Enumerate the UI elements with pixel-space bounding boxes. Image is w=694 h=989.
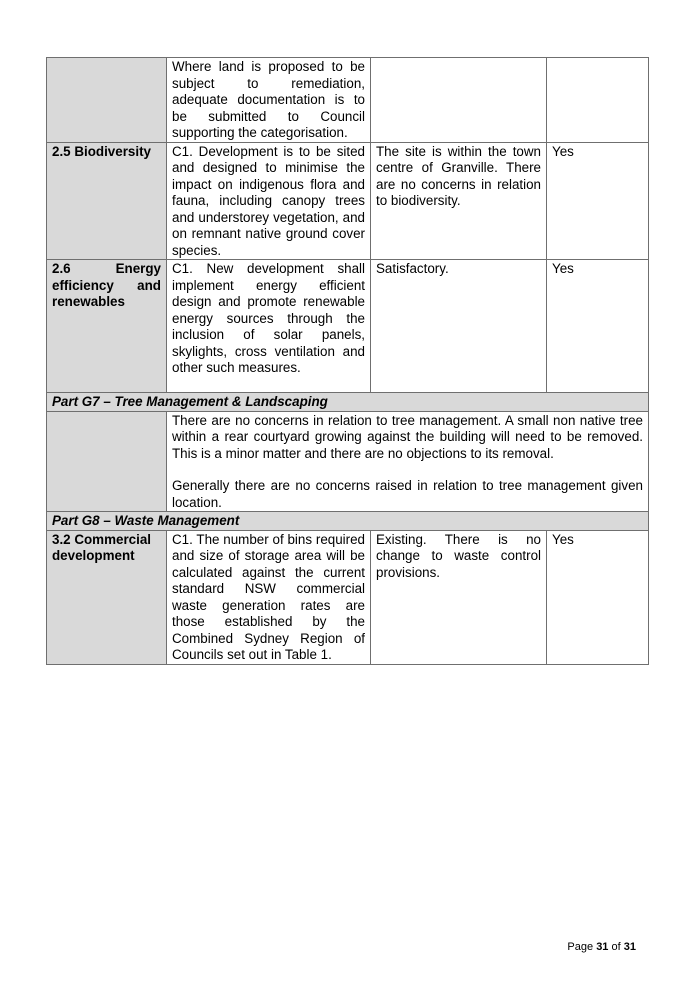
row-label-cell: 2.5 Biodiversity [47, 142, 167, 260]
table-row-remediation [47, 58, 649, 143]
section-heading: Part G8 – Waste Management [47, 512, 649, 531]
page-of: of [611, 941, 621, 953]
page-word: Page [567, 941, 594, 953]
tree-management-paragraph: Generally there are no concerns raised in relation to tree management given location. [172, 478, 643, 510]
page-current: 31 [596, 941, 609, 953]
compliance-cell: Yes [547, 530, 649, 664]
compliance-cell: Yes [547, 260, 649, 393]
page-number [567, 941, 636, 953]
row-label-cell: 3.2 Commercial development [47, 530, 167, 664]
table-row-commercial [47, 530, 649, 664]
control-cell: C1. The number of bins required and size of storage area will be calculated against the current standard NSW commercial waste generation rates are those established by the Combined Sydney Region of Councils set out in Table 1. [167, 530, 371, 664]
comment-cell: Existing. There is no change to waste control provisions. [371, 530, 547, 664]
compliance-cell: Yes [547, 142, 649, 260]
tree-management-cell [167, 411, 649, 512]
section-row-g8 [47, 512, 649, 531]
row-label-cell [47, 411, 167, 512]
compliance-cell [547, 58, 649, 143]
section-row-g7 [47, 393, 649, 412]
row-label-cell: 2.6 Energy efficiency and renewables [47, 260, 167, 393]
table-row-tree-management [47, 411, 649, 512]
comment-cell: Satisfactory. [371, 260, 547, 393]
comment-cell [371, 58, 547, 143]
table-row-biodiversity [47, 142, 649, 260]
compliance-table [46, 57, 649, 665]
page-total: 31 [623, 941, 636, 953]
section-heading: Part G7 – Tree Management & Landscaping [47, 393, 649, 412]
table-row-energy [47, 260, 649, 393]
paragraph-spacer [172, 462, 643, 478]
control-cell: Where land is proposed to be subject to remediation, adequate documentation is to be submitted to Council supporting the categorisation. [167, 58, 371, 143]
control-cell: C1. New development shall implement energy efficient design and promote renewable energy sources through the inclusion of solar panels, skylights, cross ventilation and other such measures. [167, 260, 371, 393]
comment-cell: The site is within the town centre of Granville. There are no concerns in relation to biodiversity. [371, 142, 547, 260]
row-label-cell [47, 58, 167, 143]
tree-management-paragraph: There are no concerns in relation to tree management. A small non native tree within a rear courtyard growing against the building will need to be removed. This is a minor matter and there are no objections to its removal. [172, 412, 643, 461]
control-cell: C1. Development is to be sited and designed to minimise the impact on indigenous flora and fauna, including canopy trees and understorey vegetation, and on remnant native ground cover species. [167, 142, 371, 260]
